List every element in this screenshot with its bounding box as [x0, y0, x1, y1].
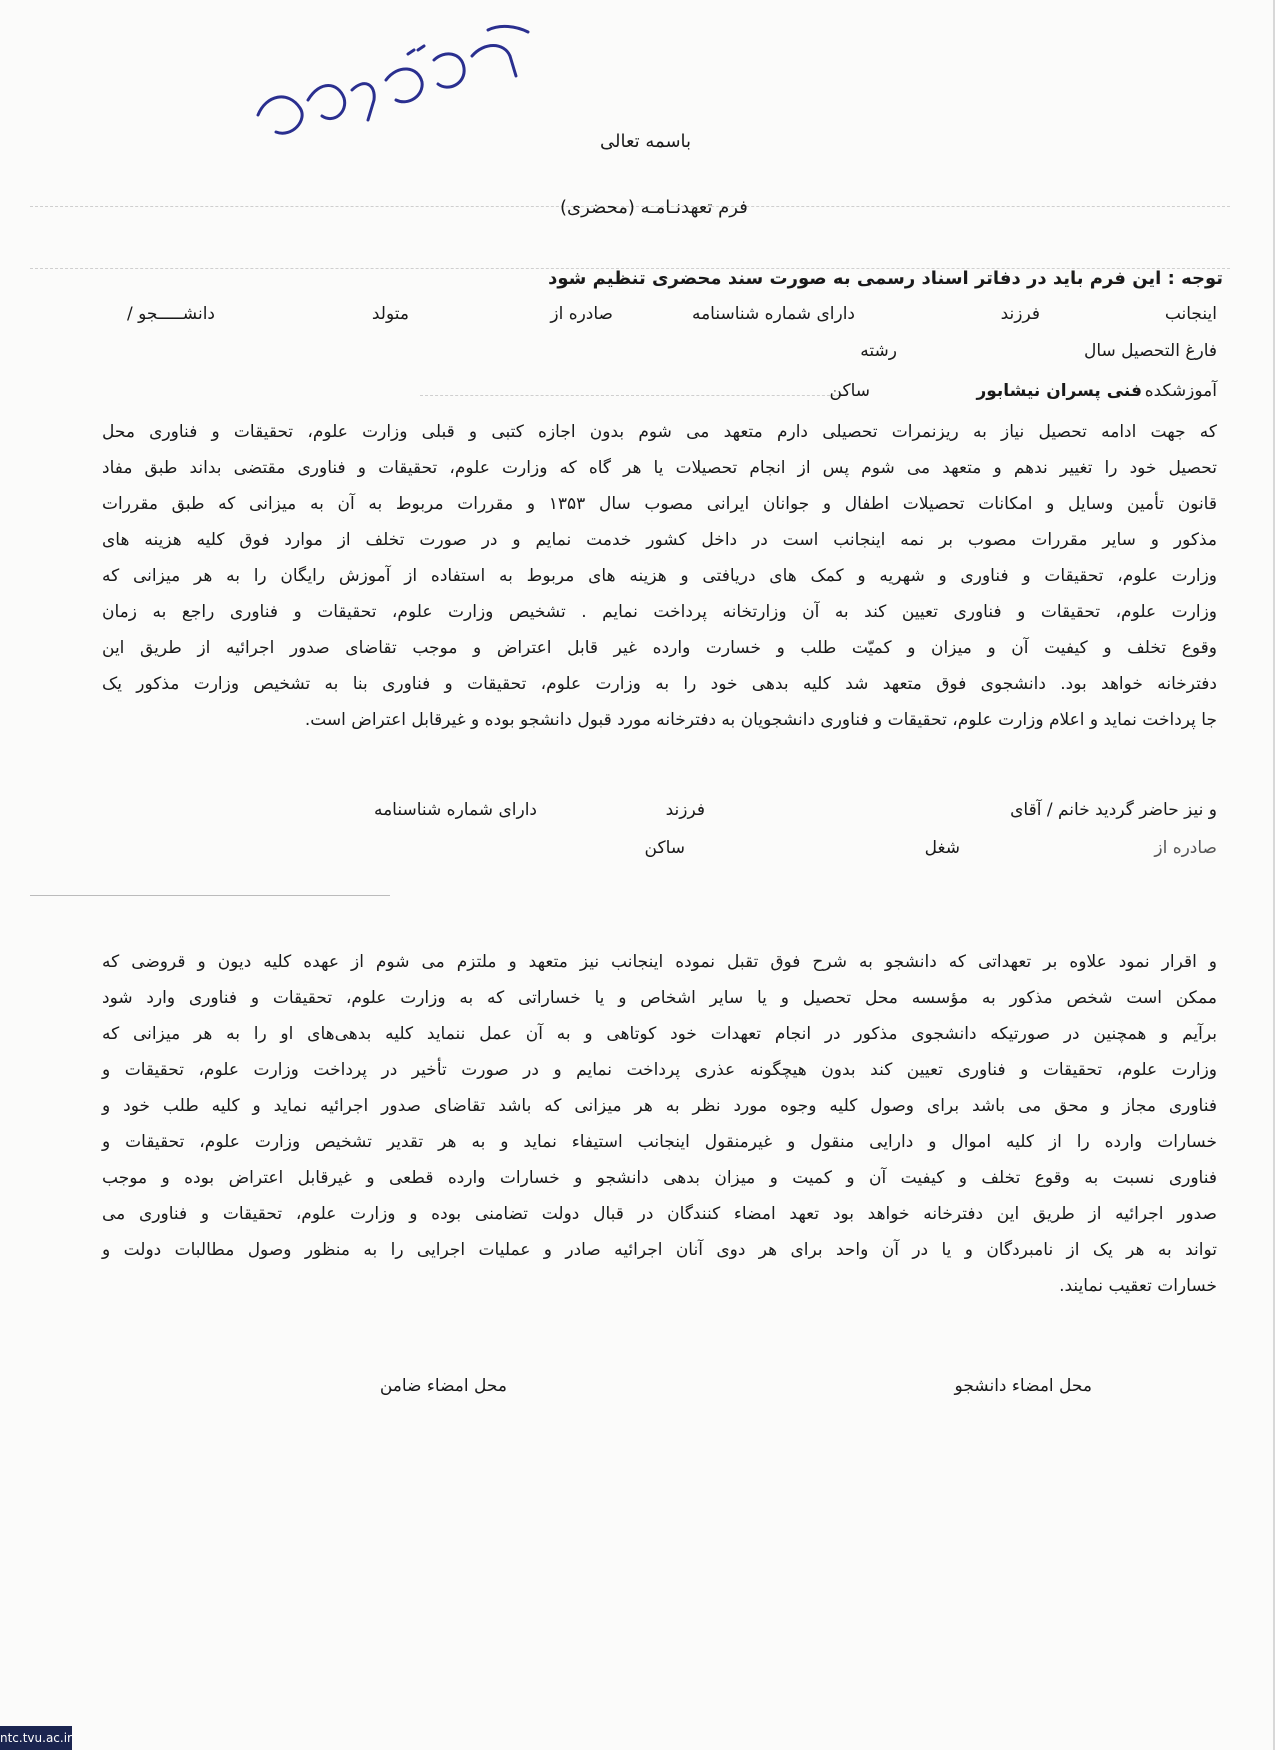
label-saken: ساکن — [829, 381, 870, 401]
institute-name: فنی پسران نیشابور — [976, 381, 1142, 401]
label-faregh: فارغ التحصیل سال — [1084, 341, 1217, 361]
student-signature-label: محل امضاء دانشجو — [954, 1376, 1092, 1396]
label-guarantor-saken: ساکن — [644, 838, 685, 858]
paragraph-line: وقوع تخلف و کیفیت آن و میزان و کمیّت طلب و خسارت وارده غیر قابل اعتراض و موجب تقاضای صدور اجرائیه از طریق این — [102, 638, 1217, 658]
scan-artifact-line — [30, 895, 390, 896]
label-guarantor-farzand: فرزند — [665, 800, 705, 820]
paragraph-line: صدور اجرائیه از طریق این دفترخانه خواهد بود تعهد امضاء کنندگان در قبال دولت تضامنی بوده و وزارت علوم، تحقیقات و فناوری می — [102, 1204, 1217, 1224]
paragraph-line: جا پرداخت نماید و اعلام وزارت علوم، تحقیقات و فناوری دانشجویان به دفترخانه مورد قبول دانشجو بوده و غیرقابل اعتراض است. — [304, 710, 1217, 730]
basmala: باسمه تعالی — [600, 131, 692, 152]
source-watermark: ntc.tvu.ac.ir — [0, 1726, 72, 1750]
label-sadere: صادره از — [550, 304, 613, 324]
paragraph-line: برآیم و همچنین در صورتیکه دانشجوی مذکور در انجام تعهدات خود کوتاهی و به آن عمل ننماید کلیه بدهی‌های او را به هر میزانی که — [102, 1024, 1217, 1044]
scan-artifact-line — [420, 395, 840, 396]
paragraph-line: ممکن است شخص مذکور به مؤسسه محل تحصیل و یا سایر اشخاص و یا خساراتی که به وزارت علوم، تحقیقات و فناوری وارد شود — [102, 988, 1217, 1008]
label-reshte: رشته — [860, 341, 897, 361]
student-commitment-paragraph — [102, 414, 1217, 738]
label-amoozeshkade: آموزشکده — [1144, 381, 1217, 401]
label-daneshjoo: دانشـــــجو / — [127, 304, 215, 324]
paragraph-line: مذکور و سایر مقررات مصوب بر نمه اینجانب است در داخل کشور خدمت نمایم و در صورت تخلف از موارد فوق کلیه هزینه های — [102, 530, 1217, 550]
paragraph-line: وزارت علوم، تحقیقات و فناوری تعیین کند بدون هیچگونه عذری پرداخت نمایم و در صورت تأخیر در پرداخت وزارت علوم، تحقیقات و — [102, 1060, 1217, 1080]
guarantor-commitment-paragraph — [102, 944, 1217, 1304]
label-motevalled: متولد — [371, 304, 409, 324]
paragraph-line: خسارات وارده را از کلیه اموال و دارایی منقول و غیرمنقول اینجانب استیفاء نماید و به هر تقدیر تشخیص وزارت علوم، تحقیقات و — [102, 1132, 1217, 1152]
paragraph-line: فناوری مجاز و محق می باشد برای وصول کلیه وجوه مورد نظر به هر میزانی که باشد تقاضای صدور اجرائیه نماید و کلیه طلب خود و — [102, 1096, 1217, 1116]
guarantor-signature-label: محل امضاء ضامن — [379, 1376, 507, 1396]
label-guarantor-shoghl: شغل — [924, 838, 960, 858]
paragraph-line: تحصیل خود را تغییر ندهم و متعهد می شوم پس از انجام تحصیلات یا هر گاه که وزارت علوم، تحقیقات و فناوری مقتضی بداند طبق مفاد — [102, 458, 1217, 478]
label-farzand: فرزند — [1000, 304, 1040, 324]
label-guarantor-sadere: صادره از — [1154, 838, 1217, 858]
paragraph-line: تواند به هر یک از نامبردگان و یا در آن واحد برای هر دوی آنان اجرائیه صادر و عملیات اجرایی را به منظور وصول مطالبات دولت و — [102, 1240, 1217, 1260]
paragraph-line: خسارات تعقیب نمایند. — [1059, 1276, 1217, 1296]
paragraph-line: وزارت علوم، تحقیقات و فناوری و شهریه و کمک های دریافتی و هزینه های مربوط به استفاده از آموزش رایگان را به هر میزانی که — [102, 566, 1217, 586]
label-injaneb: اینجانب — [1164, 304, 1217, 324]
paragraph-line: قانون تأمین وسایل و امکانات تحصیلات اطفال و جوانان ایرانی مصوب سال ۱۳۵۳ و مقررات مربوط به آن به میزانی که طبق مقررات — [102, 494, 1217, 514]
label-shenasname: دارای شماره شناسنامه — [691, 304, 855, 324]
paragraph-line: که جهت ادامه تحصیل نیاز به ریزنمرات تحصیلی دارم متعهد می شوم بدون اجازه کتبی و قبلی وزارت علوم، تحقیقات و فناوری محل — [102, 422, 1217, 442]
label-guarantor-shenasname: دارای شماره شناسنامه — [373, 800, 537, 820]
paragraph-line: فناوری نسبت به وقوع تخلف و کیفیت آن و کمیت و میزان بدهی دانشجو و خسارات وارده قطعی و غیرقابل اعتراض بوده و موجب — [102, 1168, 1217, 1188]
handwritten-note — [248, 20, 548, 150]
form-title: فرم تعهدنـامـه (محضری) — [560, 197, 748, 218]
notice: توجه : این فرم باید در دفاتر اسناد رسمی به صورت سند محضری تنظیم شود — [548, 268, 1223, 289]
paragraph-line: دفترخانه خواهد بود. دانشجوی فوق متعهد شد کلیه بدهی خود را به وزارت علوم، تحقیقات و فناوری بنا به تشخیص وزارت مذکور یک — [102, 674, 1217, 694]
paragraph-line: وزارت علوم، تحقیقات و فناوری تعیین کند به آن وزارتخانه پرداخت نمایم . تشخیص وزارت علوم، تحقیقات و فناوری راجع به زمان — [102, 602, 1217, 622]
label-hazer: و نیز حاضر گردید خانم / آقای — [1010, 800, 1217, 820]
paragraph-line: و اقرار نمود علاوه بر تعهداتی که دانشجو به شرح فوق تقبل نموده اینجانب نیز متعهد و ملتزم می شوم از عهده کلیه دیون و قروضی که — [102, 952, 1217, 972]
